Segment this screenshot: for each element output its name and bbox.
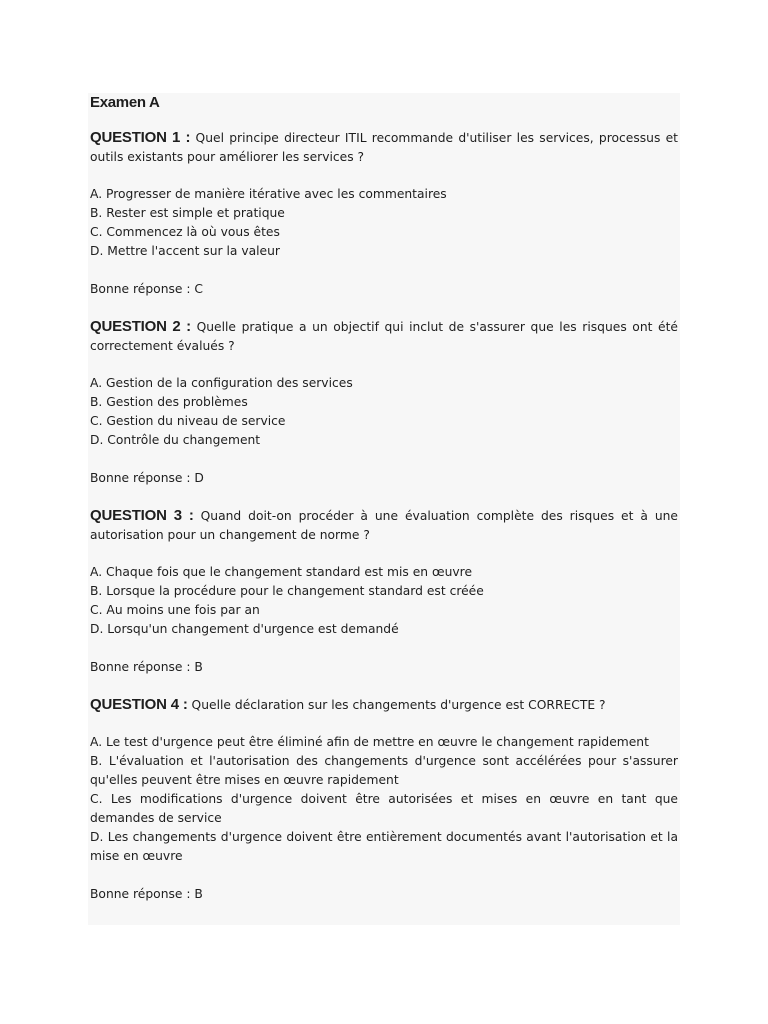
question-1-option-b: B. Rester est simple et pratique [90,206,285,220]
question-4-body: Quelle déclaration sur les changements d'urgence est CORRECTE ? [191,698,606,712]
question-4 [90,695,678,904]
question-4-options [90,733,678,866]
question-4-text [90,695,678,715]
question-1 [90,128,678,317]
question-1-option-d: D. Mettre l'accent sur la valeur [90,244,280,258]
exam-title: Examen A [90,94,160,111]
question-2-option-a: A. Gestion de la configuration des services [90,376,353,390]
question-3-body: Quand doit-on procéder à une évaluation complète des risques et à une autorisation pour un changement de norme ? [90,509,678,542]
question-4-option-a: A. Le test d'urgence peut être éliminé afin de mettre en œuvre le changement rapidement [90,735,649,749]
question-2-option-d: D. Contrôle du changement [90,433,261,447]
document-content [90,93,678,904]
question-3-option-b: B. Lorsque la procédure pour le changement standard est créée [90,584,484,598]
question-3-answer: Bonne réponse : B [90,660,203,674]
question-1-label: QUESTION 1 : [90,129,191,146]
question-2-body: Quelle pratique a un objectif qui inclut de s'assurer que les risques ont été correctement évalués ? [90,320,678,353]
question-1-option-c: C. Commencez là où vous êtes [90,225,280,239]
question-1-answer: Bonne réponse : C [90,282,204,296]
question-3-option-c: C. Au moins une fois par an [90,603,260,617]
question-3-text [90,506,678,545]
question-3-options [90,563,678,639]
question-4-answer: Bonne réponse : B [90,887,203,901]
question-2-answer: Bonne réponse : D [90,471,204,485]
question-1-text [90,128,678,167]
question-1-option-a: A. Progresser de manière itérative avec les commentaires [90,187,447,201]
question-4-option-b: B. L'évaluation et l'autorisation des changements d'urgence sont accélérées pour s'assurer qu'elles peuvent être mises en œuvre rapidement [90,754,678,787]
question-4-label: QUESTION 4 : [90,696,188,713]
question-4-option-d: D. Les changements d'urgence doivent être entièrement documentés avant l'autorisation et la mise en œuvre [90,830,678,863]
question-2-text [90,317,678,356]
question-2 [90,317,678,506]
question-2-options [90,374,678,450]
question-2-label: QUESTION 2 : [90,318,191,335]
question-4-option-c: C. Les modifications d'urgence doivent être autorisées et mises en œuvre en tant que demandes de service [90,792,678,825]
question-1-body: Quel principe directeur ITIL recommande d'utiliser les services, processus et outils existants pour améliorer les services ? [90,131,678,164]
question-3 [90,506,678,695]
question-1-options [90,185,678,261]
question-3-option-d: D. Lorsqu'un changement d'urgence est demandé [90,622,399,636]
question-2-option-c: C. Gestion du niveau de service [90,414,286,428]
question-3-option-a: A. Chaque fois que le changement standard est mis en œuvre [90,565,473,579]
question-3-label: QUESTION 3 : [90,507,194,524]
question-2-option-b: B. Gestion des problèmes [90,395,248,409]
